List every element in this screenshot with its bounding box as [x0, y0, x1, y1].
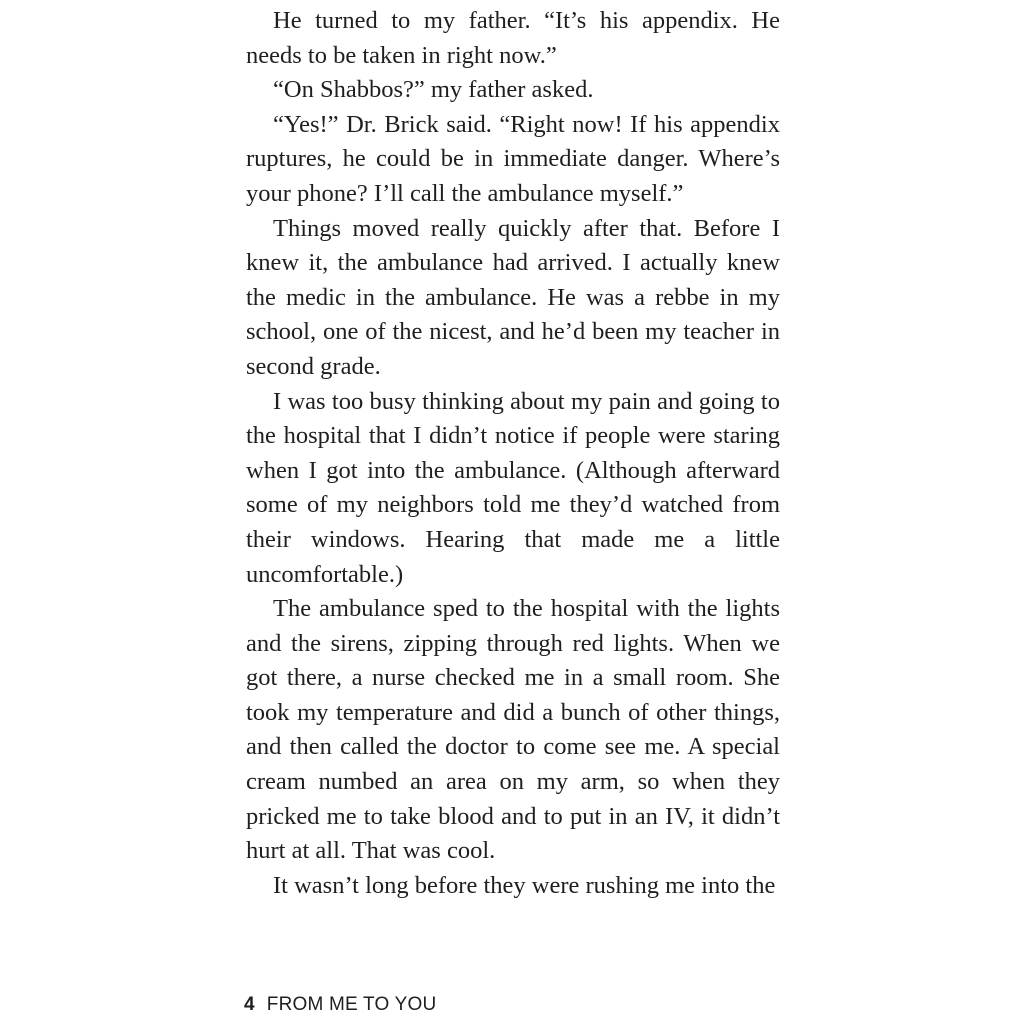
page-footer	[244, 994, 436, 1016]
paragraph-too-busy: I was too busy thinking about my pain and going to the hospital that I didn’t notice if people were staring when I got into the ambulance. (Although afterward some of my neighbors told me they’d watched from their windows. Hearing that made me a little uncomfortable.)	[246, 387, 780, 588]
paragraph-rushing: It wasn’t long before they were rushing me into the	[273, 871, 776, 899]
book-title: FROM ME TO YOU	[266, 994, 437, 1015]
paragraph-dr-brick: “Yes!” Dr. Brick said. “Right now! If his appendix ruptures, he could be in immediate danger. Where’s your phone? I’ll call the ambulance myself.”	[246, 110, 780, 207]
body-text	[246, 4, 780, 903]
page-number: 4	[244, 994, 255, 1015]
paragraph-shabbos: “On Shabbos?” my father asked.	[273, 76, 594, 104]
paragraph-ambulance-arrived: Things moved really quickly after that. Before I knew it, the ambulance had arrived. I actually knew the medic in the ambulance. He was a rebbe in my school, one of the nicest, and he’d been my teacher in second grade.	[246, 214, 780, 380]
paragraph-hospital: The ambulance sped to the hospital with the lights and the sirens, zipping through red lights. When we got there, a nurse checked me in a small room. She took my temperature and did a bunch of other things, and then called the doctor to come see me. A special cream numbed an area on my arm, so when they pricked me to take blood and to put in an IV, it didn’t hurt at all. That was cool.	[246, 595, 780, 865]
paragraph-appendix: He turned to my father. “It’s his appendix. He needs to be taken in right now.”	[246, 7, 780, 69]
